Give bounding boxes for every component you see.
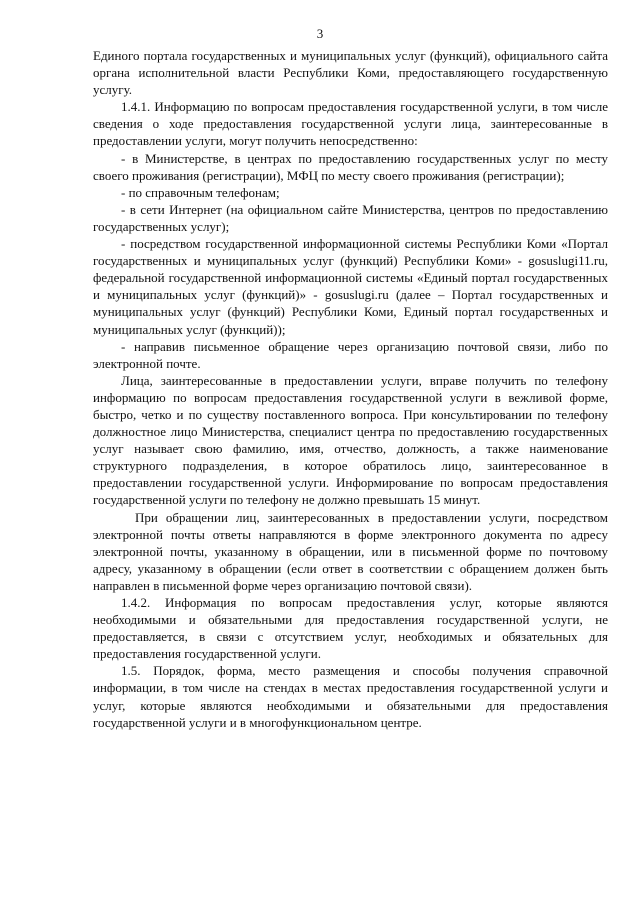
document-body [93,47,608,731]
list-item-portals: - посредством государственной информационной системы Республики Коми «Портал государственных и муниципальных услуг (функций) Республики Коми» - gosuslugi11.ru, федеральной государственной информационной системы «Единый портал государственных и муниципальных услуг (функций)» - gosuslugi.ru (далее – Портал государственных и муниципальных услуг (функций) Республики Коми, Единый портал государственных и муниципальных услуг (функций)); [93,236,608,337]
list-item-ministry: - в Министерстве, в центрах по предоставлению государственных услуг по месту своего проживания (регистрации), МФЦ по месту своего проживания (регистрации); [93,150,608,183]
page-number: 3 [316,26,324,41]
paragraph-email-requests: При обращении лиц, заинтересованных в предоставлении услуги, посредством электронной почты ответы направляются в форме электронного документа по адресу электронной почты, указанному в обращении, или в письменной форме по почтовому адресу, указанному в обращении (если ответ в соответствии с обращением должен быть направлен в письменной форме через организацию почтовой связи). [93,509,608,593]
list-item-mail: - направив письменное обращение через организацию почтовой связи, либо по электронной почте. [93,338,608,371]
paragraph-phone-consulting: Лица, заинтересованные в предоставлении услуги, вправе получить по телефону информацию по вопросам предоставления государственной услуги в вежливой форме, быстро, четко и по существу поставленного вопроса. При консультировании по телефону должностное лицо Министерства, специалист центра по предоставлению государственных услуг называет свою фамилию, имя, отчество, должность, а также наименование структурного подразделения, в которое обратилось лицо, заинтересованное в предоставлении государственной услуги. Информирование по вопросам предоставления государственной услуги по телефону не должно превышать 15 минут. [93,372,608,508]
paragraph-portal-continuation: Единого портала государственных и муниципальных услуг (функций), официального сайта органа исполнительной власти Республики Коми, предоставляющего государственную услугу. [93,48,608,98]
paragraph-1-5: 1.5. Порядок, форма, место размещения и способы получения справочной информации, в том числе на стендах в местах предоставления государственной услуги и услуг, которые являются необходимыми и обязательными для предоставления государственной услуги и в многофункциональном центре. [93,663,608,730]
paragraph-1-4-1: 1.4.1. Информацию по вопросам предоставления государственной услуги, в том числе сведения о ходе предоставления государственной услуги лица, заинтересованные в предоставлении услуги, могут получить непосредственно: [93,99,608,149]
list-item-phones: - по справочным телефонам; [121,184,280,200]
list-item-internet: - в сети Интернет (на официальном сайте Министерства, центров по предоставлению государственных услуг); [93,201,608,234]
paragraph-1-4-2: 1.4.2. Информация по вопросам предоставления услуг, которые являются необходимыми и обязательными для предоставления государственной услуги, не предоставляется, в связи с отсутствием услуг, необходимых и обязательных для предоставления государственной услуги. [93,595,608,662]
